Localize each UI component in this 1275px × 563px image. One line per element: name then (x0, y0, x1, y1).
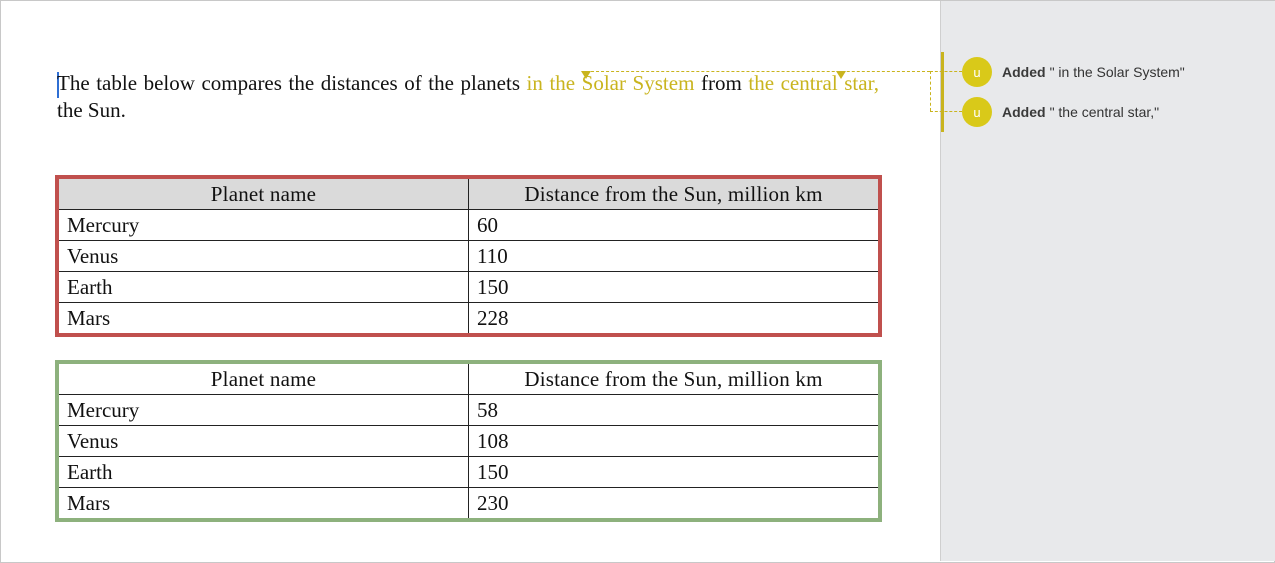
connector-line-1 (586, 71, 930, 72)
document-paragraph[interactable] (57, 70, 879, 124)
table-cell[interactable]: 230 (469, 488, 881, 521)
table-cell[interactable]: 110 (469, 241, 881, 272)
table-cell[interactable]: 150 (469, 457, 881, 488)
connector-line-2 (930, 111, 962, 112)
table-row (57, 303, 880, 336)
header-planet-name[interactable]: Planet name (57, 362, 469, 395)
user-avatar: u (962, 97, 992, 127)
paragraph-text-start: The table below compares the distances of the planets (57, 71, 520, 95)
table-cell[interactable]: Mercury (57, 395, 469, 426)
tracked-insertion-2[interactable]: the central star, (748, 71, 879, 95)
header-planet-name[interactable]: Planet name (57, 177, 469, 210)
change-bar (941, 52, 944, 132)
table-row (57, 241, 880, 272)
header-distance[interactable]: Distance from the Sun, million km (469, 177, 881, 210)
table-row (57, 457, 880, 488)
revision-action: Added (1002, 104, 1046, 120)
planet-distance-table-2[interactable] (55, 360, 882, 522)
revision-balloon-1[interactable] (962, 57, 1185, 87)
table-cell[interactable]: 108 (469, 426, 881, 457)
tracked-insertion-1[interactable]: in the Solar System (520, 71, 695, 95)
user-avatar: u (962, 57, 992, 87)
revision-text: " in the Solar System" (1049, 64, 1185, 80)
table-cell[interactable]: 228 (469, 303, 881, 336)
table-cell[interactable]: Earth (57, 457, 469, 488)
table-cell[interactable]: Mercury (57, 210, 469, 241)
table-row (57, 272, 880, 303)
table-header-row (57, 362, 880, 395)
header-distance[interactable]: Distance from the Sun, million km (469, 362, 881, 395)
paragraph-text-end: the Sun. (57, 98, 126, 122)
planet-distance-table-1[interactable] (55, 175, 882, 337)
table-cell[interactable]: Venus (57, 241, 469, 272)
insertion-marker-1 (581, 71, 591, 79)
revision-balloon-2[interactable] (962, 97, 1159, 127)
table-cell[interactable]: Venus (57, 426, 469, 457)
table-header-row (57, 177, 880, 210)
revision-text: " the central star," (1049, 104, 1160, 120)
revision-action: Added (1002, 64, 1046, 80)
table-row (57, 210, 880, 241)
table-cell[interactable]: 60 (469, 210, 881, 241)
connector-line-1-end (930, 71, 962, 72)
table-cell[interactable]: 58 (469, 395, 881, 426)
table-row (57, 426, 880, 457)
table-cell[interactable]: Mars (57, 303, 469, 336)
insertion-marker-2 (836, 71, 846, 79)
table-row (57, 395, 880, 426)
table-cell[interactable]: 150 (469, 272, 881, 303)
table-row (57, 488, 880, 521)
table-cell[interactable]: Earth (57, 272, 469, 303)
paragraph-text-middle: from (694, 71, 749, 95)
table-cell[interactable]: Mars (57, 488, 469, 521)
connector-line-2-vertical (930, 71, 931, 111)
